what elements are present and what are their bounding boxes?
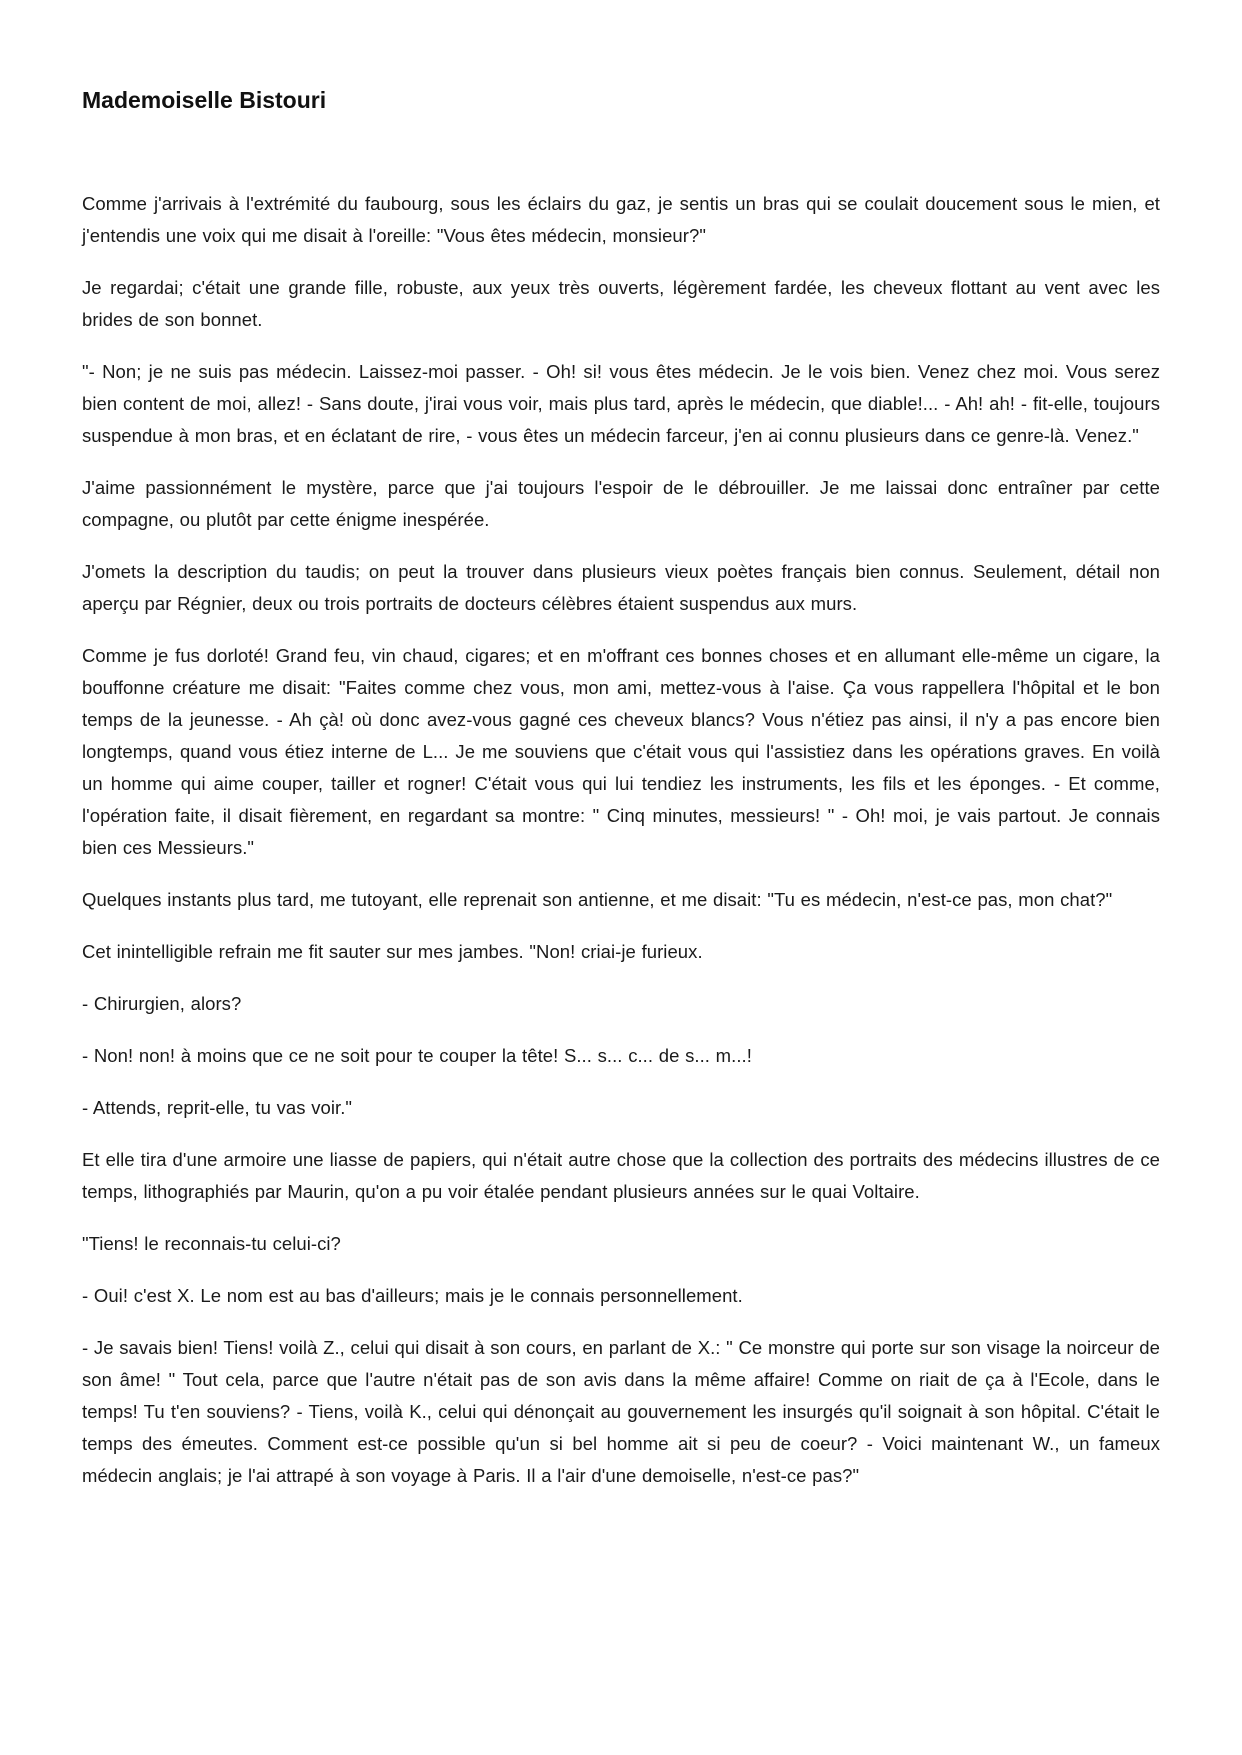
paragraph-12: Et elle tira d'une armoire une liasse de papiers, qui n'était autre chose que la collection des portraits des médecins illustres de ce temps, lithographiés par Maurin, qu'on a pu voir étalée pendant plusieurs années sur le quai Voltaire.: [82, 1149, 1160, 1202]
paragraph-4: J'aime passionnément le mystère, parce que j'ai toujours l'espoir de le débrouiller. Je me laissai donc entraîner par cette compagne, ou plutôt par cette énigme inespérée.: [82, 477, 1160, 530]
paragraph-2: Je regardai; c'était une grande fille, robuste, aux yeux très ouverts, légèrement fardée, les cheveux flottant au vent avec les brides de son bonnet.: [82, 277, 1160, 330]
paragraph-3: "- Non; je ne suis pas médecin. Laissez-moi passer. - Oh! si! vous êtes médecin. Je le vois bien. Venez chez moi. Vous serez bien content de moi, allez! - Sans doute, j'irai vous voir, mais plus tard, après le médecin, que diable!... - Ah! ah! - fit-elle, toujours suspendue à mon bras, et en éclatant de rire, - vous êtes un médecin farceur, j'en ai connu plusieurs dans ce genre-là. Venez.": [82, 361, 1160, 446]
document-title: Mademoiselle Bistouri: [82, 87, 327, 113]
paragraph-6: Comme je fus dorloté! Grand feu, vin chaud, cigares; et en m'offrant ces bonnes choses et en allumant elle-même un cigare, la bouffonne créature me disait: "Faites comme chez vous, mon ami, mettez-vous à l'aise. Ça vous rappellera l'hôpital et le bon temps de la jeunesse. - Ah çà! où donc avez-vous gagné ces cheveux blancs? Vous n'étiez pas ainsi, il n'y a pas encore bien longtemps, quand vous étiez interne de L... Je me souviens que c'était vous qui l'assistiez dans les opérations graves. En voilà un homme qui aime couper, tailler et rogner! C'était vous qui lui tendiez les instruments, les fils et les éponges. - Et comme, l'opération faite, il disait fièrement, en regardant sa montre: " Cinq minutes, messieurs! " - Oh! moi, je vais partout. Je connais bien ces Messieurs.": [82, 645, 1160, 858]
paragraph-7: Quelques instants plus tard, me tutoyant, elle reprenait son antienne, et me disait: "Tu es médecin, n'est-ce pas, mon chat?": [82, 889, 1113, 910]
paragraph-9: - Chirurgien, alors?: [82, 993, 242, 1014]
paragraph-14: - Oui! c'est X. Le nom est au bas d'ailleurs; mais je le connais personnellement.: [82, 1285, 743, 1306]
paragraph-15: - Je savais bien! Tiens! voilà Z., celui qui disait à son cours, en parlant de X.: " Ce monstre qui porte sur son visage la noirceur de son âme! " Tout cela, parce que l'autre n'était pas de son avis dans la même affaire! Comme on riait de ça à l'Ecole, dans le temps! Tu t'en souviens? - Tiens, voilà K., celui qui dénonçait au gouvernement les insurgés qu'il soignait à son hôpital. C'était le temps des émeutes. Comment est-ce possible qu'un si bel homme ait si peu de coeur? - Voici maintenant W., un fameux médecin anglais; je l'ai attrapé à son voyage à Paris. Il a l'air d'une demoiselle, n'est-ce pas?": [82, 1337, 1160, 1486]
paragraph-8: Cet inintelligible refrain me fit sauter sur mes jambes. "Non! criai-je furieux.: [82, 941, 703, 962]
paragraph-10: - Non! non! à moins que ce ne soit pour te couper la tête! S... s... c... de s... m...!: [82, 1045, 752, 1066]
paragraph-11: - Attends, reprit-elle, tu vas voir.": [82, 1097, 353, 1118]
paragraph-13: "Tiens! le reconnais-tu celui-ci?: [82, 1233, 341, 1254]
paragraph-1: Comme j'arrivais à l'extrémité du faubourg, sous les éclairs du gaz, je sentis un bras qui se coulait doucement sous le mien, et j'entendis une voix qui me disait à l'oreille: "Vous êtes médecin, monsieur?": [82, 193, 1160, 246]
document-page: [82, 84, 1160, 1512]
paragraph-5: J'omets la description du taudis; on peut la trouver dans plusieurs vieux poètes français bien connus. Seulement, détail non aperçu par Régnier, deux ou trois portraits de docteurs célèbres étaient suspendus aux murs.: [82, 561, 1160, 614]
